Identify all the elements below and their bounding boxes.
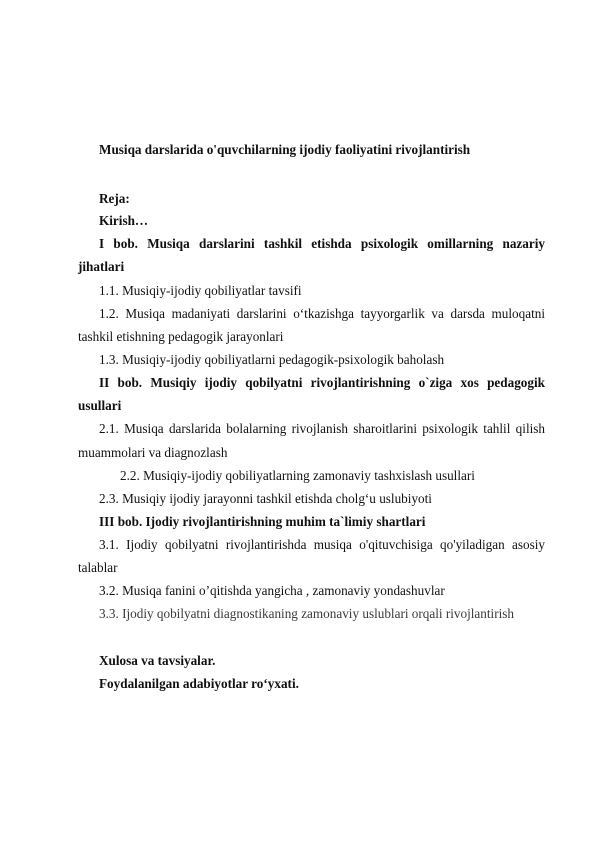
section-1-2-continued: tashkil etishning pedagogik jarayonlari — [78, 329, 284, 344]
section-3-2: 3.2. Musiqa fanini o’qitishda yangicha , zamonaviy yondashuvlar — [99, 583, 445, 598]
intro-item: Kirish… — [99, 213, 149, 228]
section-2-2: 2.2. Musiqiy-ijodiy qobiliyatlarning zamonaviy tashxislash usullari — [120, 468, 475, 483]
section-2-1: 2.1. Musiqa darslarida bolalarning rivojlanish sharoitlarini psixologik tahlil qilish — [99, 421, 545, 436]
section-1-1: 1.1. Musiqiy-ijodiy qobiliyatlar tavsifi — [99, 283, 302, 298]
chapter2-title-continued: usullari — [78, 398, 122, 413]
section-3-3: 3.3. Ijodiy qobilyatni diagnostikaning zamonaviy uslublari orqali rivojlantirish — [99, 606, 514, 621]
chapter1-title-continued: jihatlari — [78, 259, 125, 274]
section-2-3: 2.3. Musiqiy ijodiy jarayonni tashkil etishda cholg‘u uslubiyoti — [99, 491, 432, 506]
section-3-1-continued: talablar — [78, 560, 118, 575]
section-2-1-continued: muammolari va diagnozlash — [78, 445, 228, 460]
section-3-1: 3.1. Ijodiy qobilyatni rivojlantirishda musiqa o'qituvchisiga qo'yiladigan asosiy — [99, 537, 545, 552]
plan-heading: Reja: — [99, 191, 130, 206]
chapter3-title: III bob. Ijodiy rivojlantirishning muhim ta`limiy shartlari — [99, 514, 426, 529]
references-item: Foydalanilgan adabiyotlar ro‘yxati. — [99, 676, 299, 691]
section-1-2: 1.2. Musiqa madaniyati darslarini o‘tkazishga tayyorgarlik va darsda muloqatni — [99, 306, 545, 321]
chapter1-title: I bob. Musiqa darslarini tashkil etishda psixologik omillarning nazariy — [99, 236, 545, 251]
conclusion-item: Xulosa va tavsiyalar. — [99, 653, 216, 668]
section-1-3: 1.3. Musiqiy-ijodiy qobiliyatlarni pedagogik-psixologik baholash — [99, 352, 445, 367]
document-title: Musiqa darslarida o'quvchilarning ijodiy faoliyatini rivojlantirish — [99, 142, 471, 157]
chapter2-title: II bob. Musiqiy ijodiy qobilyatni rivojlantirishning o`ziga xos pedagogik — [99, 375, 545, 390]
